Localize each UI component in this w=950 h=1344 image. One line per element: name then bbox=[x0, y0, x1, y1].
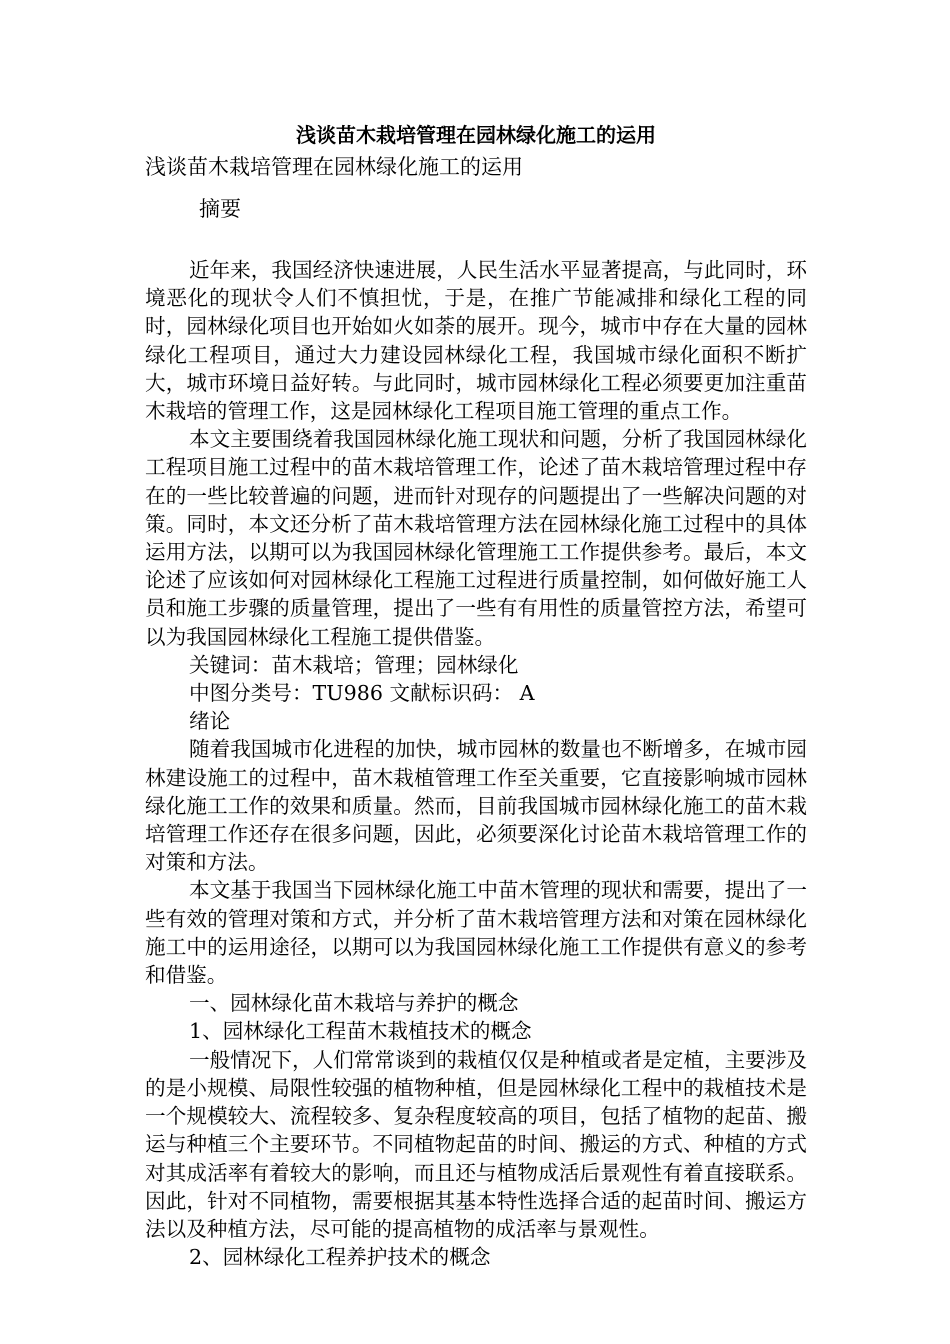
paragraph-introduction-1: 随着我国城市化进程的加快，城市园林的数量也不断增多，在城市园林建设施工的过程中，苗木栽植管理工作至关重要，它直接影响城市园林绿化施工工作的效果和质量。然而，目前我国城市园林绿化施工的苗木栽培管理工作还存在很多问题，因此，必须要深化讨论苗木栽培管理工作的对策和方法。 bbox=[145, 737, 807, 875]
section-heading-introduction: 绪论 bbox=[189, 709, 231, 734]
document-subtitle: 浅谈苗木栽培管理在园林绿化施工的运用 bbox=[145, 155, 523, 179]
document-title: 浅谈苗木栽培管理在园林绿化施工的运用 bbox=[296, 123, 656, 147]
body-text bbox=[145, 256, 807, 1271]
paragraph-abstract-1: 近年来，我国经济快速进展，人民生活水平显著提高，与此同时，环境恶化的现状令人们不慎担忧，于是，在推广节能减排和绿化工程的同时，园林绿化项目也开始如火如荼的展开。现今，城市中存在大量的园林绿化工程项目，通过大力建设园林绿化工程，我国城市绿化面积不断扩大，城市环境日益好转。与此同时，城市园林绿化工程必须要更加注重苗木栽培的管理工作，这是园林绿化工程项目施工管理的重点工作。 bbox=[145, 258, 807, 424]
keywords-line: 关键词：苗木栽培；管理；园林绿化 bbox=[189, 652, 519, 677]
document-page bbox=[145, 118, 807, 1271]
classification-line: 中图分类号：TU986 文献标识码： A bbox=[189, 681, 535, 706]
subsection-heading-1-2: 2、园林绿化工程养护技术的概念 bbox=[189, 1245, 491, 1270]
paragraph-section-1-1: 一般情况下，人们常常谈到的栽植仅仅是种植或者是定植，主要涉及的是小规模、局限性较强的植物种植，但是园林绿化工程中的栽植技术是一个规模较大、流程较多、复杂程度较高的项目，包括了植物的起苗、搬运与种植三个主要环节。不同植物起苗的时间、搬运的方式、种植的方式对其成活率有着较大的影响，而且还与植物成活后景观性有着直接联系。因此，针对不同植物，需要根据其基本特性选择合适的起苗时间、搬运方法以及种植方法，尽可能的提高植物的成活率与景观性。 bbox=[145, 1047, 807, 1241]
subsection-heading-1-1: 1、园林绿化工程苗木栽植技术的概念 bbox=[189, 1019, 532, 1044]
section-heading-1: 一、园林绿化苗木栽培与养护的概念 bbox=[189, 991, 519, 1016]
abstract-heading: 摘要 bbox=[199, 197, 241, 221]
paragraph-abstract-2: 本文主要围绕着我国园林绿化施工现状和问题，分析了我国园林绿化工程项目施工过程中的苗木栽培管理工作，论述了苗木栽培管理过程中存在的一些比较普遍的问题，进而针对现存的问题提出了一些解决问题的对策。同时，本文还分析了苗木栽培管理方法在园林绿化施工过程中的具体运用方法，以期可以为我国园林绿化管理施工工作提供参考。最后，本文论述了应该如何对园林绿化工程施工过程进行质量控制，如何做好施工人员和施工步骤的质量管理，提出了一些有有用性的质量管控方法，希望可以为我国园林绿化工程施工提供借鉴。 bbox=[145, 427, 807, 649]
paragraph-introduction-2: 本文基于我国当下园林绿化施工中苗木管理的现状和需要，提出了一些有效的管理对策和方式，并分析了苗木栽培管理方法和对策在园林绿化施工中的运用途径，以期可以为我国园林绿化施工工作提供有意义的参考和借鉴。 bbox=[145, 878, 807, 988]
